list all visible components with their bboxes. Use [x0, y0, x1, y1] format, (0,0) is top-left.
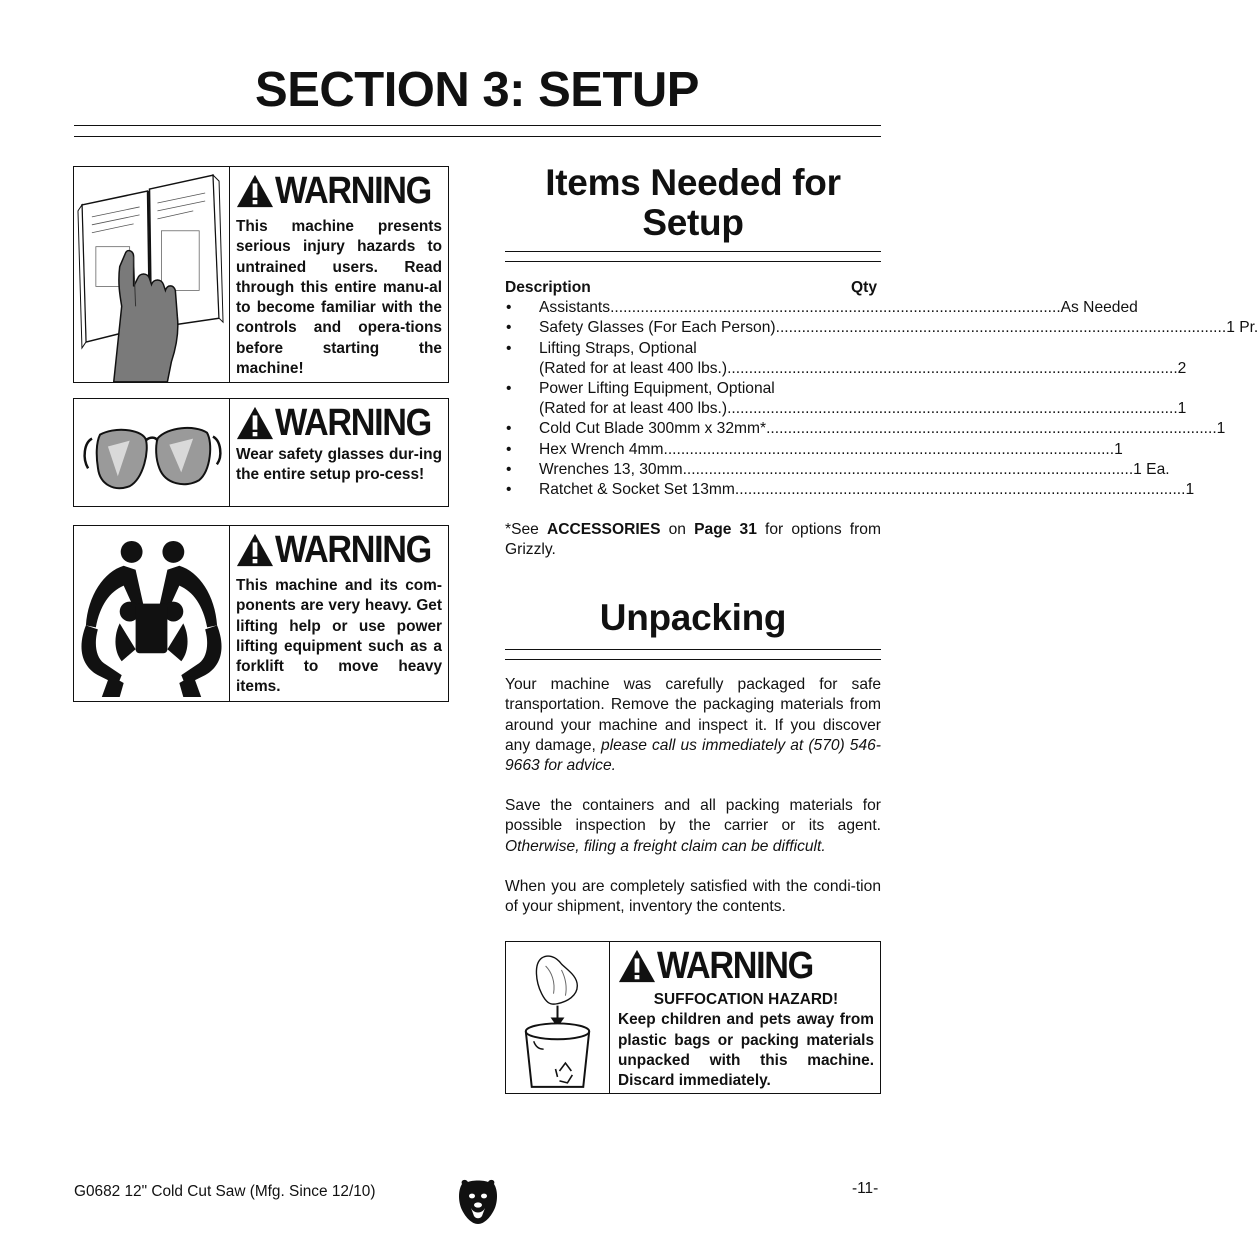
dot-leader	[727, 399, 1178, 419]
suffocation-text: Keep children and pets away from plastic bags or packing materials unpacked with this machine. Discard immediately.	[618, 1011, 874, 1090]
unpacking-paragraph-3: When you are completely satisfied with the condi-tion of your shipment, inventory the contents.	[505, 878, 881, 916]
accessories-note: *See ACCESSORIES on Page 31 for options from Grizzly.	[505, 521, 881, 559]
item-name: Wrenches 13, 30mm	[539, 460, 683, 478]
list-item	[505, 379, 1187, 419]
dot-leader	[664, 440, 1115, 460]
dot-leader	[610, 298, 1061, 318]
suffocation-title: SUFFOCATION HAZARD!	[653, 991, 839, 1008]
page-number: -11-	[852, 1180, 879, 1197]
unpacking-rule-bottom	[505, 659, 881, 660]
item-name: Assistants	[539, 299, 611, 317]
footer-model: G0682 12" Cold Cut Saw (Mfg. Since 12/10)	[74, 1183, 376, 1200]
item-qty: 1	[1114, 440, 1123, 458]
item-name: (Rated for at least 400 lbs.)	[539, 400, 728, 418]
warning-header	[236, 403, 442, 443]
item-name: Power Lifting Equipment, Optional	[539, 380, 775, 398]
dot-leader	[683, 460, 1134, 480]
bullet: •	[506, 319, 512, 337]
page-title: SECTION 3: SETUP	[255, 63, 699, 117]
item-qty: 1 Ea.	[1133, 460, 1170, 478]
item-qty: 1	[1177, 400, 1187, 418]
item-name: Cold Cut Blade 300mm x 32mm*	[539, 420, 767, 438]
list-item	[505, 440, 1123, 460]
items-rows	[505, 298, 1258, 500]
list-item	[505, 339, 1187, 379]
list-item	[505, 419, 1226, 439]
item-qty: As Needed	[1060, 299, 1138, 317]
plastic-bag-trash-icon	[506, 942, 610, 1093]
item-name: Lifting Straps, Optional	[539, 339, 697, 357]
warning-text: This machine presents serious injury hazards to untrained users. Read through this entire manu-al to become familiar with the controls and opera-tions before starting the machine!	[236, 218, 442, 378]
warning-box-suffocation	[505, 941, 881, 1094]
warning-box-manual	[73, 166, 449, 383]
bullet: •	[506, 460, 512, 478]
item-qty: 1 Pr.	[1226, 319, 1258, 337]
warning-triangle-icon	[236, 173, 274, 209]
warning-text: This machine and its com-ponents are very heavy. Get lifting help or use power lifting equipment such as a forklift to move heavy items.	[236, 577, 442, 696]
warning-label: WARNING	[275, 170, 431, 212]
item-qty: 1	[1216, 420, 1226, 438]
item-qty: 1	[1185, 481, 1195, 499]
dot-leader	[727, 359, 1178, 379]
items-table	[505, 278, 1258, 500]
dot-leader	[766, 419, 1217, 439]
warning-text: Wear safety glasses dur-ing the entire setup pro-cess!	[236, 446, 442, 484]
item-name: (Rated for at least 400 lbs.)	[539, 359, 728, 377]
manual-reading-hand-icon	[74, 167, 230, 382]
bullet: •	[506, 380, 512, 398]
col-qty: Qty	[851, 279, 877, 296]
list-item	[505, 480, 1195, 500]
grizzly-bear-logo-icon	[458, 1178, 498, 1224]
item-name: Safety Glasses (For Each Person)	[539, 319, 776, 337]
item-name: Hex Wrench 4mm	[539, 440, 664, 458]
bullet: •	[506, 420, 512, 438]
warning-label: WARNING	[275, 402, 431, 444]
bullet: •	[506, 440, 512, 458]
dot-leader	[735, 480, 1186, 500]
bullet: •	[506, 481, 512, 499]
team-lifting-icon	[74, 526, 230, 701]
dot-leader	[776, 318, 1227, 338]
list-item	[505, 298, 1138, 318]
warning-triangle-icon	[236, 532, 274, 568]
item-qty: 2	[1177, 359, 1187, 377]
item-name: Ratchet & Socket Set 13mm	[539, 481, 735, 499]
warning-label: WARNING	[657, 945, 813, 987]
warning-box-heavy	[73, 525, 449, 702]
warning-header	[618, 946, 874, 986]
unpacking-heading: Unpacking	[599, 597, 787, 638]
bullet: •	[506, 339, 512, 357]
warning-header	[236, 530, 442, 570]
items-table-header	[505, 278, 877, 298]
warning-triangle-icon	[618, 948, 656, 984]
warning-triangle-icon	[236, 405, 274, 441]
unpacking-rule-top	[505, 649, 881, 650]
list-item	[505, 460, 1170, 480]
warning-box-glasses	[73, 398, 449, 507]
unpacking-paragraph-1: Your machine was carefully packaged for safe transportation. Remove the packaging materials from around your machine and inspect it. If you discover any damage, please call us immediately at (570) 546-9663 for advice.	[505, 676, 882, 775]
title-rule-top	[74, 125, 881, 126]
items-rule-bottom	[505, 261, 881, 262]
safety-glasses-icon	[74, 399, 230, 506]
bullet: •	[506, 299, 512, 317]
title-rule-bottom	[74, 136, 881, 137]
list-item	[505, 318, 1258, 338]
items-heading: Items Needed for Setup	[545, 162, 841, 243]
unpacking-paragraph-2: Save the containers and all packing materials for possible inspection by the carrier or its agent. Otherwise, filing a freight claim can be difficult.	[505, 797, 881, 855]
warning-label: WARNING	[275, 529, 431, 571]
col-description: Description	[505, 279, 591, 296]
warning-header	[236, 171, 442, 211]
items-rule-top	[505, 251, 881, 252]
